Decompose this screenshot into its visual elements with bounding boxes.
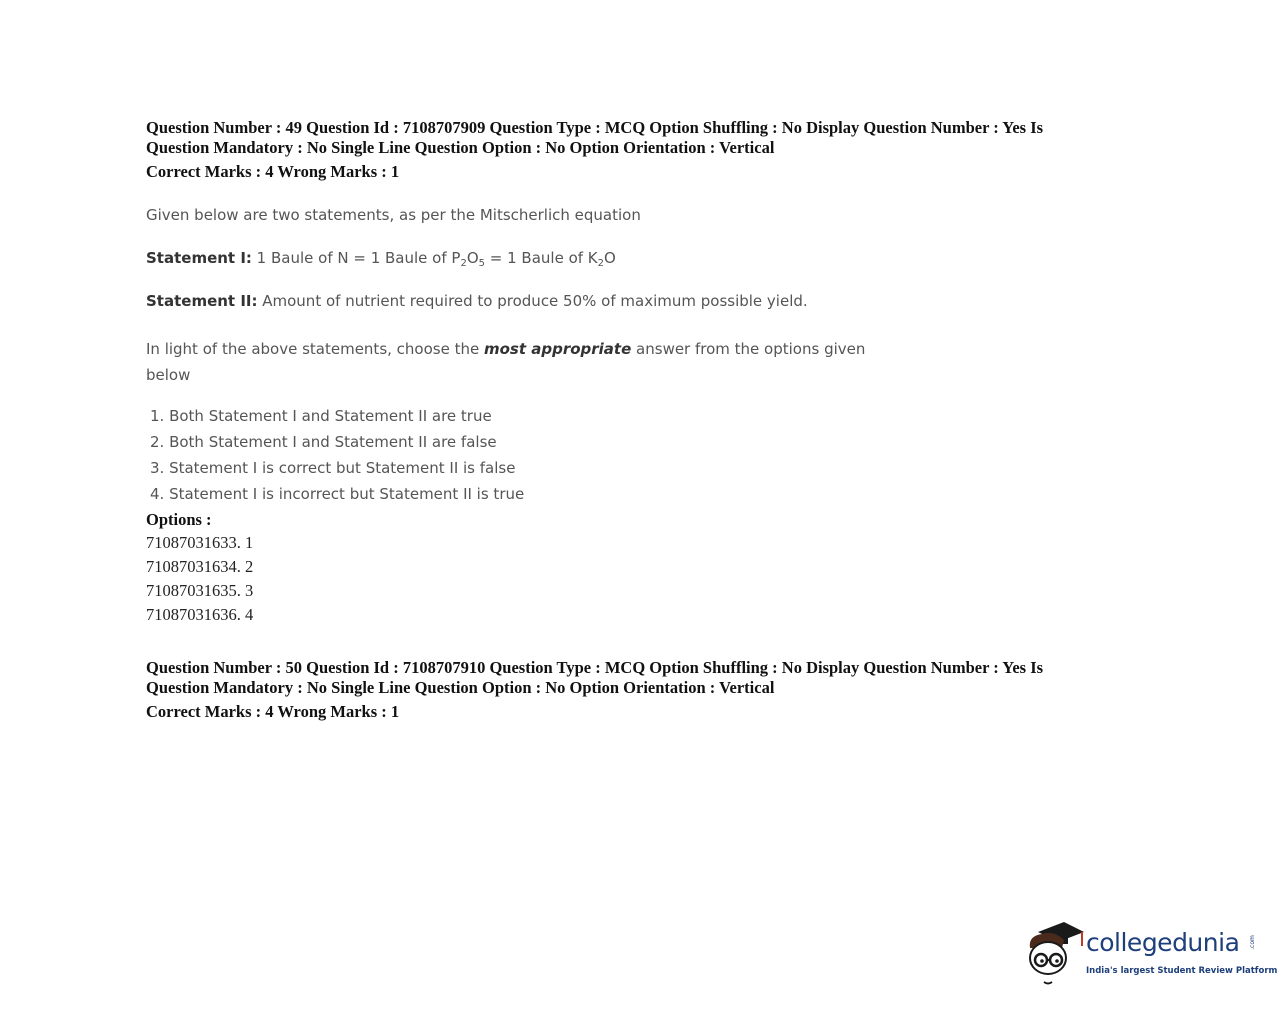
option-2: 71087031634. 2 (146, 557, 254, 576)
collegedunia-logo (1024, 918, 1278, 988)
question-49-intro: Given below are two statements, as per the Mitscherlich equation (146, 206, 641, 224)
question-49-instruction (146, 336, 865, 388)
logo-suffix: .com (1248, 935, 1256, 950)
statement-1-text-c: = 1 Baule of K (485, 249, 598, 267)
answer-choices-list (150, 405, 524, 509)
answer-choice-3: 3. Statement I is correct but Statement II is false (150, 459, 516, 477)
answer-choice-1: 1. Both Statement I and Statement II are true (150, 407, 492, 425)
question-49-meta-line1: Question Number : 49 Question Id : 7108707909 Question Type : MCQ Option Shuffling : No Display Question Number : Yes Is (146, 118, 1044, 137)
graduate-mascot-icon (1024, 918, 1086, 988)
statement-1 (146, 249, 616, 269)
question-49-marks: Correct Marks : 4 Wrong Marks : 1 (146, 162, 400, 181)
statement-1-text-d: O (604, 249, 616, 267)
options-label: Options : (146, 510, 212, 529)
instruction-line2: below (146, 366, 191, 384)
option-3: 71087031635. 3 (146, 581, 254, 600)
option-1: 71087031633. 1 (146, 533, 254, 552)
statement-1-label: Statement I: (146, 249, 252, 267)
instruction-after: answer from the options given (631, 340, 866, 358)
statement-1-sub-c: 2 (597, 258, 605, 269)
statement-1-text-a: 1 Baule of N = 1 Baule of P (251, 249, 461, 267)
instruction-before: In light of the above statements, choose the (146, 340, 484, 358)
options-list (146, 533, 253, 629)
question-50-meta-line2: Question Mandatory : No Single Line Question Option : No Option Orientation : Vertical (146, 678, 775, 697)
question-50-marks: Correct Marks : 4 Wrong Marks : 1 (146, 702, 400, 721)
statement-1-sub-b: 5 (478, 258, 485, 269)
logo-tagline: India's largest Student Review Platform (1086, 966, 1278, 976)
question-50-meta-line1: Question Number : 50 Question Id : 7108707910 Question Type : MCQ Option Shuffling : No Display Question Number : Yes Is (146, 658, 1044, 677)
question-50-header (146, 658, 1146, 722)
statement-2-text: Amount of nutrient required to produce 50% of maximum possible yield. (257, 292, 808, 310)
option-4: 71087031636. 4 (146, 605, 254, 624)
statement-2 (146, 292, 808, 310)
statement-1-sub-a: 2 (460, 258, 467, 269)
logo-brand-name: collegedunia (1086, 928, 1240, 957)
statement-1-text-b: O (466, 249, 479, 267)
question-49-header (146, 118, 1146, 182)
question-49-meta-line2: Question Mandatory : No Single Line Question Option : No Option Orientation : Vertical (146, 138, 775, 157)
answer-choice-4: 4. Statement I is incorrect but Statement II is true (150, 485, 525, 503)
answer-choice-2: 2. Both Statement I and Statement II are false (150, 433, 497, 451)
instruction-emphasis: most appropriate (483, 340, 632, 358)
statement-2-label: Statement II: (146, 292, 258, 310)
